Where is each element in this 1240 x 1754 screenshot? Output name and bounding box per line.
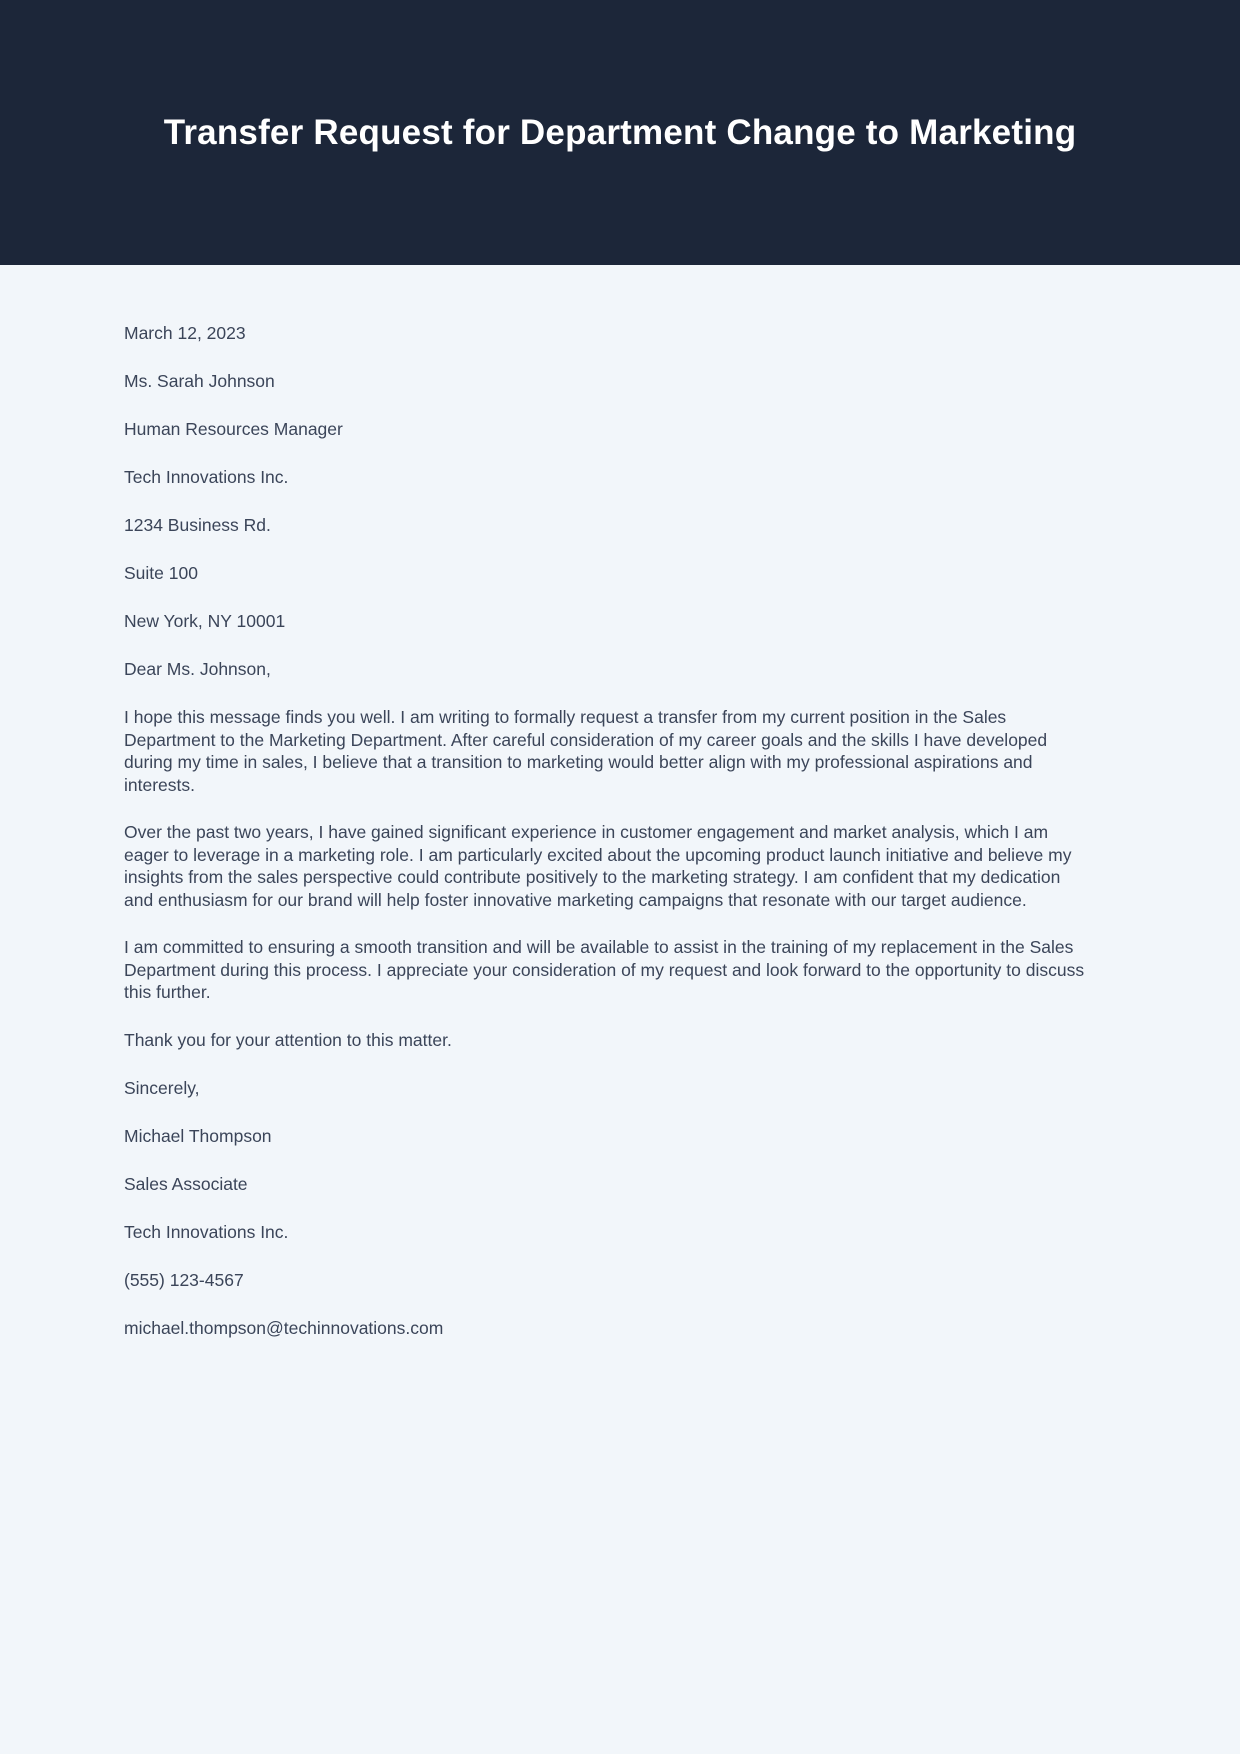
body-paragraph-2: Over the past two years, I have gained significant experience in customer engagement and market analysis, which I am eager to leverage in a marketing role. I am particularly excited about the upcoming product launch initiative and believe my insights from the sales perspective could contribute positively to the marketing strategy. I am confident that my dedication and enthusiasm for our brand will help foster innovative marketing campaigns that resonate with our target audience. xyxy=(124,822,1072,910)
letter-date: March 12, 2023 xyxy=(124,323,246,343)
recipient-street: 1234 Business Rd. xyxy=(124,515,271,535)
letter-content xyxy=(0,265,1240,1405)
sender-email: michael.thompson@techinnovations.com xyxy=(124,1317,444,1338)
recipient-company: Tech Innovations Inc. xyxy=(124,467,289,487)
sender-name: Michael Thompson xyxy=(124,1125,272,1146)
document-header-banner xyxy=(0,0,1240,265)
closing-line: Sincerely, xyxy=(124,1077,200,1098)
recipient-city-state-zip: New York, NY 10001 xyxy=(124,611,286,631)
sender-phone: (555) 123-4567 xyxy=(124,1269,244,1290)
recipient-job-title: Human Resources Manager xyxy=(124,419,343,439)
sender-job-title: Sales Associate xyxy=(124,1173,248,1194)
signature-block xyxy=(124,1077,1116,1339)
body-paragraph-3: I am committed to ensuring a smooth transition and will be available to assist in the training of my replacement in the Sales Department during this process. I appreciate your consideration of my request and look forward to the opportunity to discuss this further. xyxy=(124,937,1085,1002)
salutation: Dear Ms. Johnson, xyxy=(124,659,271,679)
page-title: Transfer Request for Department Change to Marketing xyxy=(163,112,1077,152)
recipient-name: Ms. Sarah Johnson xyxy=(124,371,275,391)
sender-company: Tech Innovations Inc. xyxy=(124,1221,289,1242)
thank-you-line: Thank you for your attention to this matter. xyxy=(124,1029,452,1050)
body-paragraph-1: I hope this message finds you well. I am writing to formally request a transfer from my current position in the Sales Department to the Marketing Department. After careful consideration of my career goals and the skills I have developed during my time in sales, I believe that a transition to marketing would better align with my professional aspirations and interests. xyxy=(124,707,1048,795)
recipient-suite: Suite 100 xyxy=(124,563,198,583)
